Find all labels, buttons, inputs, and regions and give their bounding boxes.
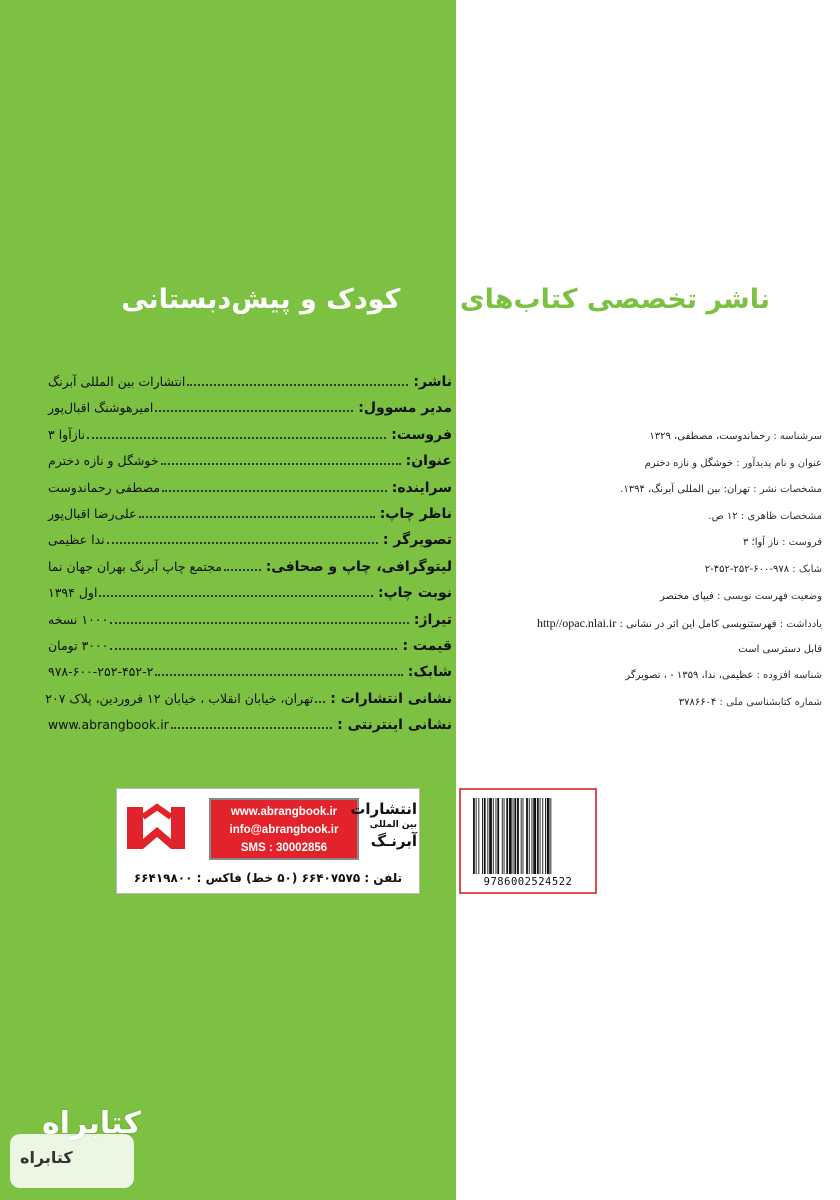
- publisher-contact-block: [209, 798, 359, 860]
- credit-label: نوبت چاپ:: [378, 585, 452, 602]
- publisher-website[interactable]: www.abrangbook.ir: [230, 806, 338, 818]
- catalog-value: فیپای مختصر: [659, 590, 714, 602]
- credit-value: مصطفی رحماندوست: [48, 479, 161, 495]
- barcode-icon: [473, 798, 583, 874]
- catalog-label: مشخصات نشر :: [753, 484, 822, 496]
- credit-row: [48, 427, 452, 453]
- catalog-value: ۳۷۸۶۶۰۴: [678, 696, 717, 708]
- credit-value: ندا عظیمی: [48, 532, 105, 548]
- credit-value: علی‌رضا اقبال‌پور: [48, 505, 137, 521]
- catalog-row: [472, 424, 822, 451]
- credit-row: [48, 374, 452, 400]
- catalog-row: [472, 477, 822, 504]
- credit-value: تهران، خیابان انقلاب ، خیابان ۱۲ فروردین، پلاک ۲۰۷: [45, 690, 314, 706]
- catalog-label: وضعیت فهرست نویسی :: [717, 590, 822, 602]
- credit-label: لیتوگرافی، چاپ و صحافی:: [265, 558, 452, 575]
- catalog-value: ۱۲ ص.: [708, 510, 738, 522]
- credit-label: تصویرگر :: [382, 532, 452, 549]
- catalog-row: [472, 557, 822, 584]
- credit-row: [48, 559, 452, 585]
- credit-label: نشانی اینترنتی :: [337, 717, 452, 734]
- credit-value: ۳۰۰۰ تومان: [48, 637, 109, 653]
- catalog-value: تهران: بین المللی آبرنگ، ۱۳۹۴.: [620, 484, 750, 496]
- publisher-box: [116, 788, 420, 894]
- publisher-sms: SMS : 30002856: [240, 842, 328, 854]
- publisher-tagline: [121, 276, 770, 324]
- credit-dots: [99, 595, 373, 597]
- catalog-row: [472, 504, 822, 531]
- credit-value: ۱۰۰۰ نسخه: [48, 611, 109, 627]
- credit-value: خوشگل و نازه دخترم: [48, 453, 159, 469]
- tagline-part-green: کودک و پیش‌دبستانی: [121, 284, 401, 315]
- catalog-label: شماره کتابشناسی ملی :: [719, 696, 822, 708]
- credit-dots: [187, 384, 408, 386]
- catalog-value: رحماندوست، مصطفی، ۱۳۲۹: [649, 431, 771, 442]
- catalog-label: شناسه افزوده :: [756, 670, 822, 682]
- credit-dots: [110, 648, 397, 650]
- credit-row: [45, 690, 452, 717]
- catalog-value: عظیمی، ندا، ۱۳۵۹ - ، تصویرگر: [625, 670, 754, 682]
- catalog-label: سرشناسه :: [773, 431, 822, 442]
- credit-row: [48, 664, 452, 690]
- credit-label: قیمت :: [402, 637, 452, 654]
- credit-dots: [155, 674, 402, 676]
- catalog-row: [472, 690, 822, 717]
- catalog-row: [472, 530, 822, 557]
- barcode-number: 9786002524522: [483, 876, 573, 888]
- publisher-name: [350, 799, 417, 851]
- credit-dots: [162, 490, 387, 492]
- catalog-row: [472, 637, 822, 664]
- credit-label: فروست:: [391, 426, 452, 443]
- abrang-logo-icon: [123, 799, 189, 859]
- credit-row: [48, 717, 452, 743]
- catalog-value: قابل دسترسی است: [738, 643, 822, 655]
- credit-row: [48, 585, 452, 611]
- credit-row: [48, 506, 452, 532]
- credit-label: عنوان:: [405, 453, 452, 470]
- credit-dots: [224, 569, 261, 571]
- watermark-small-text: کتابراه: [20, 1148, 73, 1167]
- publisher-phones: تلفن : ۶۶۴۰۷۵۷۵ (۵۰ خط) فاکس : ۶۶۴۱۹۸۰۰: [133, 871, 403, 885]
- credit-label: سراینده:: [391, 479, 452, 496]
- credit-label: نشانی انتشارات :: [330, 690, 452, 707]
- credit-value: امیرهوشنگ اقبال‌پور: [48, 400, 154, 416]
- credit-row: [48, 612, 452, 638]
- watermark-main-text: کتابراه: [42, 1106, 141, 1141]
- credit-dots: [139, 516, 375, 518]
- credit-row: [48, 453, 452, 479]
- publisher-name-line3: آبرنـگ: [370, 832, 417, 850]
- catalog-row: [472, 451, 822, 478]
- catalog-value: ناز آوا؛ ۳: [742, 537, 779, 549]
- publisher-name-line1: انتشارات: [350, 800, 417, 818]
- credit-row: [48, 532, 452, 558]
- catalog-url[interactable]: http//opac.nlai.ir: [536, 616, 617, 631]
- credit-dots: [315, 701, 325, 703]
- catalog-label: عنوان و نام پدیدآور :: [736, 457, 822, 469]
- credit-value: انتشارات بین المللی آبرنگ: [48, 374, 186, 389]
- catalog-label: شابک :: [792, 563, 822, 575]
- credit-row: [48, 638, 452, 664]
- watermark-small-badge: [10, 1134, 134, 1188]
- credit-value: ۹۷۸-۶۰۰-۲۵۲-۴۵۲-۲: [48, 664, 154, 680]
- catalog-value: ۹۷۸-۶۰۰-۲۵۲-۴۵۲-۲: [704, 563, 790, 575]
- tagline-part-white: ناشر تخصصی کتاب‌های مهد: [400, 284, 770, 315]
- credit-value[interactable]: www.abrangbook.ir: [48, 717, 169, 733]
- credit-row: [48, 480, 452, 506]
- barcode-box: [459, 788, 597, 894]
- catalog-label: یادداشت :: [779, 619, 822, 631]
- credit-label: ناشر:: [413, 374, 452, 390]
- catalog-row: [472, 610, 822, 637]
- credit-dots: [171, 727, 332, 729]
- credit-label: مدیر مسوول:: [358, 400, 452, 417]
- credits-list: [45, 374, 452, 743]
- credit-row: [48, 400, 452, 426]
- credit-dots: [110, 622, 409, 624]
- publisher-name-line2: بین المللی: [369, 820, 417, 830]
- credit-dots: [107, 542, 378, 544]
- catalog-row: [472, 663, 822, 690]
- credit-dots: [161, 463, 401, 465]
- catalog-label: مشخصات ظاهری :: [740, 510, 822, 522]
- catalog-value: فهرستنویسی کامل این اثر در نشانی :: [619, 619, 777, 631]
- credit-label: ناظر چاپ:: [379, 505, 452, 522]
- catalog-row: [472, 584, 822, 611]
- credit-dots: [87, 437, 386, 439]
- credit-value: اول ۱۳۹۴: [48, 585, 98, 601]
- catalog-value: خوشگل و نازه دخترم: [644, 457, 734, 469]
- watermark: [10, 1100, 210, 1194]
- cataloging-info: [472, 424, 822, 717]
- credit-value: نازآوا ۳: [48, 426, 85, 442]
- credit-label: تیراژ:: [413, 611, 452, 628]
- credit-label: شابک:: [407, 664, 452, 681]
- credit-value: مجتمع چاپ آبرنگ بهران جهان نما: [48, 558, 222, 574]
- catalog-label: فروست :: [782, 537, 822, 549]
- credit-dots: [155, 410, 353, 412]
- publisher-email[interactable]: info@abrangbook.ir: [229, 824, 339, 836]
